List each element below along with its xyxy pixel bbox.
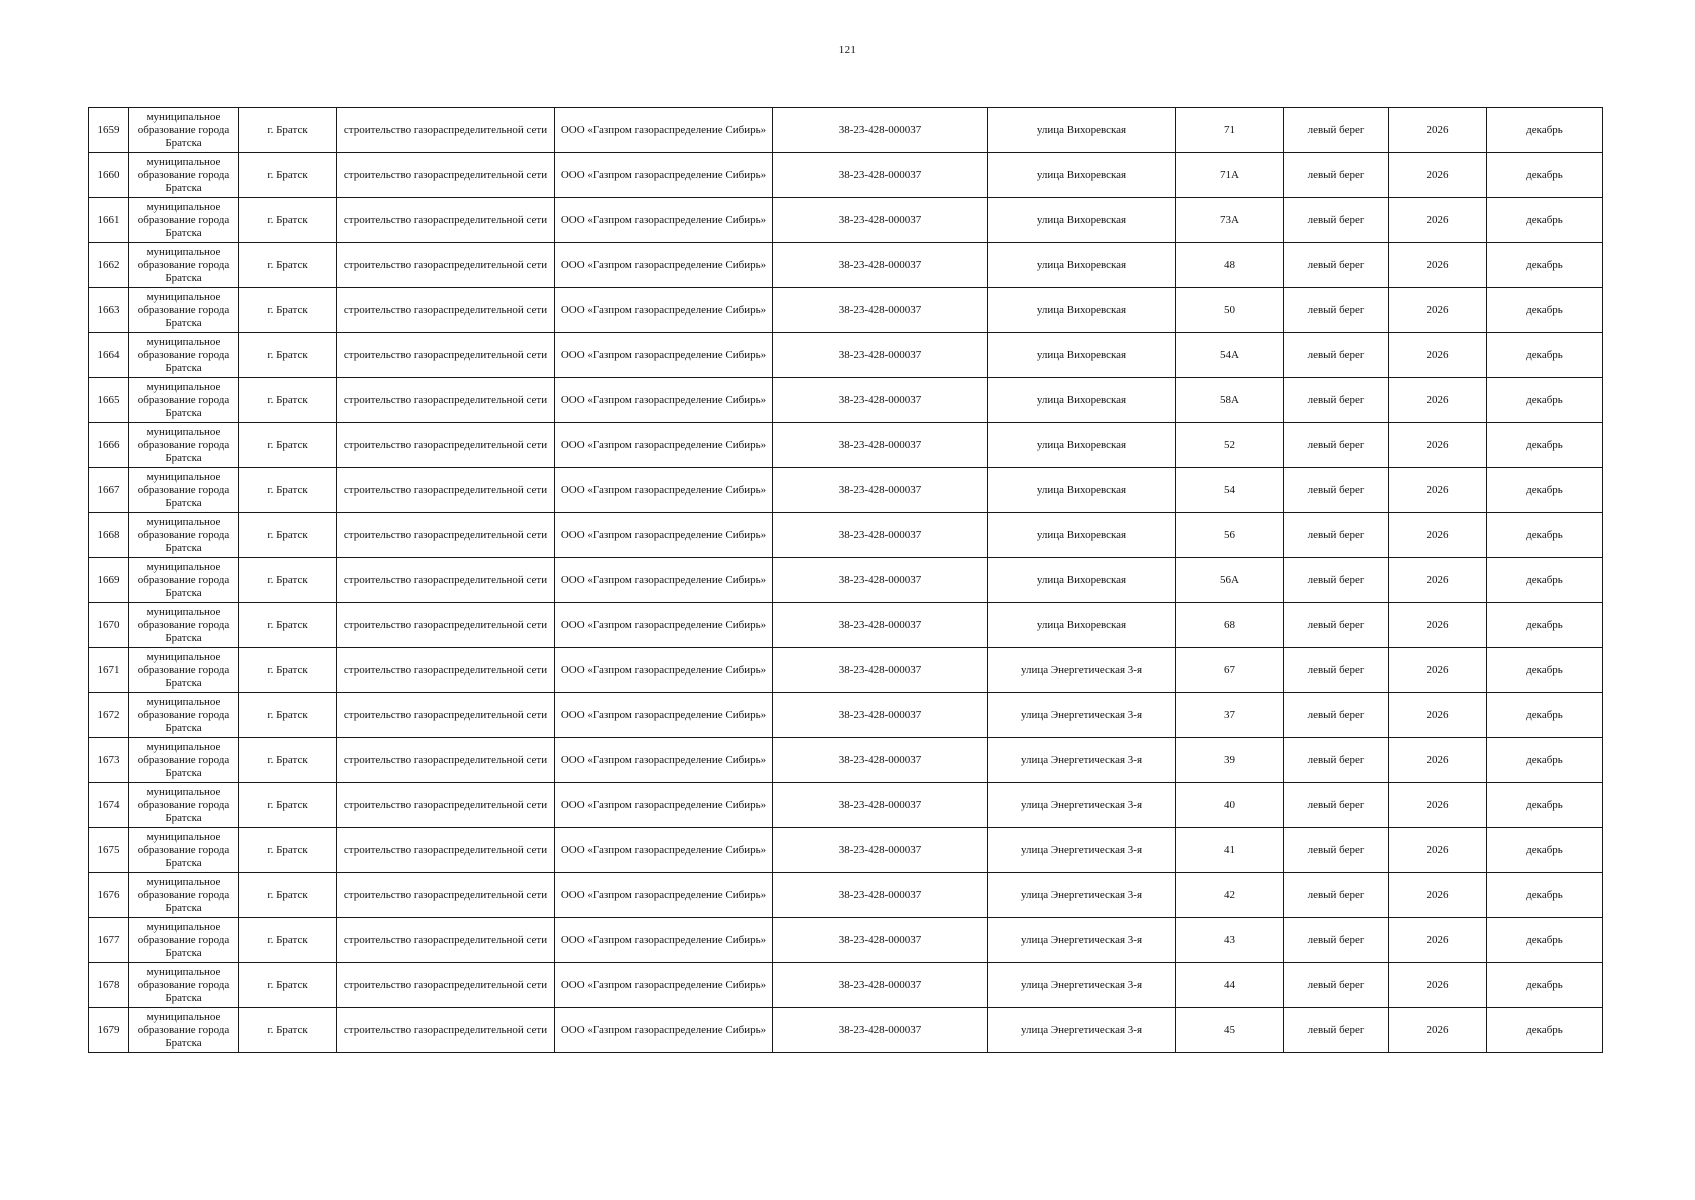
house-number-cell: 42 (1176, 873, 1284, 918)
month-cell: декабрь (1487, 288, 1603, 333)
register-body (89, 108, 1603, 1053)
work-type-cell: строительство газораспределительной сети (337, 828, 555, 873)
row-number: 1667 (89, 468, 129, 513)
object-code-cell: 38-23-428-000037 (773, 423, 988, 468)
table-row (89, 513, 1603, 558)
organization-cell: ООО «Газпром газораспределение Сибирь» (555, 738, 773, 783)
organization-cell: ООО «Газпром газораспределение Сибирь» (555, 873, 773, 918)
street-cell: улица Вихоревская (988, 513, 1176, 558)
municipality-cell: муниципальное образование города Братска (129, 468, 239, 513)
object-code-cell: 38-23-428-000037 (773, 153, 988, 198)
organization-cell: ООО «Газпром газораспределение Сибирь» (555, 243, 773, 288)
city-cell: г. Братск (239, 648, 337, 693)
river-bank-cell: левый берег (1284, 198, 1389, 243)
year-cell: 2026 (1389, 288, 1487, 333)
work-type-cell: строительство газораспределительной сети (337, 108, 555, 153)
row-number: 1661 (89, 198, 129, 243)
municipality-cell: муниципальное образование города Братска (129, 648, 239, 693)
organization-cell: ООО «Газпром газораспределение Сибирь» (555, 648, 773, 693)
house-number-cell: 71 (1176, 108, 1284, 153)
month-cell: декабрь (1487, 648, 1603, 693)
table-row (89, 288, 1603, 333)
house-number-cell: 54А (1176, 333, 1284, 378)
house-number-cell: 39 (1176, 738, 1284, 783)
table-row (89, 693, 1603, 738)
city-cell: г. Братск (239, 558, 337, 603)
street-cell: улица Вихоревская (988, 333, 1176, 378)
month-cell: декабрь (1487, 828, 1603, 873)
river-bank-cell: левый берег (1284, 828, 1389, 873)
year-cell: 2026 (1389, 198, 1487, 243)
month-cell: декабрь (1487, 243, 1603, 288)
row-number: 1666 (89, 423, 129, 468)
month-cell: декабрь (1487, 333, 1603, 378)
city-cell: г. Братск (239, 963, 337, 1008)
house-number-cell: 67 (1176, 648, 1284, 693)
year-cell: 2026 (1389, 828, 1487, 873)
river-bank-cell: левый берег (1284, 783, 1389, 828)
year-cell: 2026 (1389, 423, 1487, 468)
page-number: 121 (838, 44, 857, 56)
row-number: 1674 (89, 783, 129, 828)
row-number: 1665 (89, 378, 129, 423)
street-cell: улица Вихоревская (988, 288, 1176, 333)
table-row (89, 108, 1603, 153)
city-cell: г. Братск (239, 738, 337, 783)
municipality-cell: муниципальное образование города Братска (129, 603, 239, 648)
house-number-cell: 71А (1176, 153, 1284, 198)
row-number: 1671 (89, 648, 129, 693)
row-number: 1678 (89, 963, 129, 1008)
month-cell: декабрь (1487, 108, 1603, 153)
work-type-cell: строительство газораспределительной сети (337, 378, 555, 423)
municipality-cell: муниципальное образование города Братска (129, 873, 239, 918)
municipality-cell: муниципальное образование города Братска (129, 783, 239, 828)
city-cell: г. Братск (239, 153, 337, 198)
municipality-cell: муниципальное образование города Братска (129, 198, 239, 243)
municipality-cell: муниципальное образование города Братска (129, 963, 239, 1008)
organization-cell: ООО «Газпром газораспределение Сибирь» (555, 558, 773, 603)
city-cell: г. Братск (239, 423, 337, 468)
object-code-cell: 38-23-428-000037 (773, 558, 988, 603)
municipality-cell: муниципальное образование города Братска (129, 378, 239, 423)
object-code-cell: 38-23-428-000037 (773, 333, 988, 378)
organization-cell: ООО «Газпром газораспределение Сибирь» (555, 198, 773, 243)
year-cell: 2026 (1389, 963, 1487, 1008)
row-number: 1668 (89, 513, 129, 558)
object-code-cell: 38-23-428-000037 (773, 198, 988, 243)
house-number-cell: 73А (1176, 198, 1284, 243)
river-bank-cell: левый берег (1284, 648, 1389, 693)
city-cell: г. Братск (239, 513, 337, 558)
municipality-cell: муниципальное образование города Братска (129, 828, 239, 873)
object-code-cell: 38-23-428-000037 (773, 288, 988, 333)
river-bank-cell: левый берег (1284, 243, 1389, 288)
house-number-cell: 45 (1176, 1008, 1284, 1053)
street-cell: улица Вихоревская (988, 423, 1176, 468)
object-code-cell: 38-23-428-000037 (773, 828, 988, 873)
work-type-cell: строительство газораспределительной сети (337, 513, 555, 558)
work-type-cell: строительство газораспределительной сети (337, 783, 555, 828)
year-cell: 2026 (1389, 558, 1487, 603)
organization-cell: ООО «Газпром газораспределение Сибирь» (555, 828, 773, 873)
river-bank-cell: левый берег (1284, 288, 1389, 333)
month-cell: декабрь (1487, 513, 1603, 558)
work-type-cell: строительство газораспределительной сети (337, 918, 555, 963)
city-cell: г. Братск (239, 918, 337, 963)
river-bank-cell: левый берег (1284, 738, 1389, 783)
year-cell: 2026 (1389, 783, 1487, 828)
street-cell: улица Энергетическая 3-я (988, 783, 1176, 828)
house-number-cell: 37 (1176, 693, 1284, 738)
house-number-cell: 52 (1176, 423, 1284, 468)
organization-cell: ООО «Газпром газораспределение Сибирь» (555, 693, 773, 738)
municipality-cell: муниципальное образование города Братска (129, 693, 239, 738)
year-cell: 2026 (1389, 468, 1487, 513)
river-bank-cell: левый берег (1284, 468, 1389, 513)
municipality-cell: муниципальное образование города Братска (129, 153, 239, 198)
table-row (89, 783, 1603, 828)
street-cell: улица Вихоревская (988, 468, 1176, 513)
row-number: 1677 (89, 918, 129, 963)
river-bank-cell: левый берег (1284, 513, 1389, 558)
year-cell: 2026 (1389, 333, 1487, 378)
table-row (89, 378, 1603, 423)
river-bank-cell: левый берег (1284, 153, 1389, 198)
street-cell: улица Вихоревская (988, 108, 1176, 153)
object-code-cell: 38-23-428-000037 (773, 648, 988, 693)
year-cell: 2026 (1389, 648, 1487, 693)
city-cell: г. Братск (239, 198, 337, 243)
row-number: 1673 (89, 738, 129, 783)
street-cell: улица Энергетическая 3-я (988, 918, 1176, 963)
row-number: 1670 (89, 603, 129, 648)
work-type-cell: строительство газораспределительной сети (337, 603, 555, 648)
river-bank-cell: левый берег (1284, 873, 1389, 918)
row-number: 1676 (89, 873, 129, 918)
river-bank-cell: левый берег (1284, 963, 1389, 1008)
month-cell: декабрь (1487, 378, 1603, 423)
row-number: 1664 (89, 333, 129, 378)
river-bank-cell: левый берег (1284, 1008, 1389, 1053)
house-number-cell: 44 (1176, 963, 1284, 1008)
street-cell: улица Энергетическая 3-я (988, 873, 1176, 918)
municipality-cell: муниципальное образование города Братска (129, 288, 239, 333)
municipality-cell: муниципальное образование города Братска (129, 243, 239, 288)
work-type-cell: строительство газораспределительной сети (337, 288, 555, 333)
city-cell: г. Братск (239, 243, 337, 288)
work-type-cell: строительство газораспределительной сети (337, 873, 555, 918)
house-number-cell: 56 (1176, 513, 1284, 558)
city-cell: г. Братск (239, 828, 337, 873)
organization-cell: ООО «Газпром газораспределение Сибирь» (555, 333, 773, 378)
row-number: 1659 (89, 108, 129, 153)
municipality-cell: муниципальное образование города Братска (129, 333, 239, 378)
table-row (89, 468, 1603, 513)
organization-cell: ООО «Газпром газораспределение Сибирь» (555, 153, 773, 198)
month-cell: декабрь (1487, 738, 1603, 783)
work-type-cell: строительство газораспределительной сети (337, 153, 555, 198)
river-bank-cell: левый берег (1284, 108, 1389, 153)
register-table (88, 107, 1603, 1053)
street-cell: улица Вихоревская (988, 378, 1176, 423)
municipality-cell: муниципальное образование города Братска (129, 558, 239, 603)
river-bank-cell: левый берег (1284, 423, 1389, 468)
object-code-cell: 38-23-428-000037 (773, 693, 988, 738)
street-cell: улица Энергетическая 3-я (988, 648, 1176, 693)
city-cell: г. Братск (239, 783, 337, 828)
organization-cell: ООО «Газпром газораспределение Сибирь» (555, 603, 773, 648)
organization-cell: ООО «Газпром газораспределение Сибирь» (555, 423, 773, 468)
river-bank-cell: левый берег (1284, 558, 1389, 603)
organization-cell: ООО «Газпром газораспределение Сибирь» (555, 108, 773, 153)
work-type-cell: строительство газораспределительной сети (337, 648, 555, 693)
year-cell: 2026 (1389, 243, 1487, 288)
table-row (89, 963, 1603, 1008)
street-cell: улица Энергетическая 3-я (988, 963, 1176, 1008)
city-cell: г. Братск (239, 378, 337, 423)
month-cell: декабрь (1487, 873, 1603, 918)
year-cell: 2026 (1389, 153, 1487, 198)
month-cell: декабрь (1487, 198, 1603, 243)
street-cell: улица Вихоревская (988, 603, 1176, 648)
municipality-cell: муниципальное образование города Братска (129, 1008, 239, 1053)
municipality-cell: муниципальное образование города Братска (129, 108, 239, 153)
house-number-cell: 50 (1176, 288, 1284, 333)
river-bank-cell: левый берег (1284, 603, 1389, 648)
month-cell: декабрь (1487, 693, 1603, 738)
month-cell: декабрь (1487, 153, 1603, 198)
organization-cell: ООО «Газпром газораспределение Сибирь» (555, 918, 773, 963)
row-number: 1675 (89, 828, 129, 873)
work-type-cell: строительство газораспределительной сети (337, 558, 555, 603)
month-cell: декабрь (1487, 558, 1603, 603)
table-row (89, 738, 1603, 783)
organization-cell: ООО «Газпром газораспределение Сибирь» (555, 1008, 773, 1053)
house-number-cell: 58А (1176, 378, 1284, 423)
street-cell: улица Энергетическая 3-я (988, 1008, 1176, 1053)
municipality-cell: муниципальное образование города Братска (129, 513, 239, 558)
object-code-cell: 38-23-428-000037 (773, 108, 988, 153)
object-code-cell: 38-23-428-000037 (773, 468, 988, 513)
street-cell: улица Вихоревская (988, 243, 1176, 288)
table-row (89, 918, 1603, 963)
object-code-cell: 38-23-428-000037 (773, 963, 988, 1008)
month-cell: декабрь (1487, 783, 1603, 828)
house-number-cell: 56А (1176, 558, 1284, 603)
table-row (89, 333, 1603, 378)
street-cell: улица Энергетическая 3-я (988, 828, 1176, 873)
city-cell: г. Братск (239, 108, 337, 153)
table-row (89, 1008, 1603, 1053)
table-row (89, 558, 1603, 603)
object-code-cell: 38-23-428-000037 (773, 783, 988, 828)
object-code-cell: 38-23-428-000037 (773, 918, 988, 963)
work-type-cell: строительство газораспределительной сети (337, 468, 555, 513)
organization-cell: ООО «Газпром газораспределение Сибирь» (555, 468, 773, 513)
month-cell: декабрь (1487, 1008, 1603, 1053)
work-type-cell: строительство газораспределительной сети (337, 693, 555, 738)
year-cell: 2026 (1389, 1008, 1487, 1053)
year-cell: 2026 (1389, 603, 1487, 648)
work-type-cell: строительство газораспределительной сети (337, 423, 555, 468)
month-cell: декабрь (1487, 423, 1603, 468)
street-cell: улица Вихоревская (988, 198, 1176, 243)
organization-cell: ООО «Газпром газораспределение Сибирь» (555, 513, 773, 558)
object-code-cell: 38-23-428-000037 (773, 243, 988, 288)
organization-cell: ООО «Газпром газораспределение Сибирь» (555, 288, 773, 333)
house-number-cell: 43 (1176, 918, 1284, 963)
object-code-cell: 38-23-428-000037 (773, 873, 988, 918)
year-cell: 2026 (1389, 378, 1487, 423)
month-cell: декабрь (1487, 918, 1603, 963)
river-bank-cell: левый берег (1284, 333, 1389, 378)
table-row (89, 153, 1603, 198)
month-cell: декабрь (1487, 603, 1603, 648)
street-cell: улица Вихоревская (988, 558, 1176, 603)
street-cell: улица Вихоревская (988, 153, 1176, 198)
row-number: 1662 (89, 243, 129, 288)
river-bank-cell: левый берег (1284, 918, 1389, 963)
year-cell: 2026 (1389, 108, 1487, 153)
year-cell: 2026 (1389, 738, 1487, 783)
year-cell: 2026 (1389, 873, 1487, 918)
city-cell: г. Братск (239, 333, 337, 378)
municipality-cell: муниципальное образование города Братска (129, 738, 239, 783)
table-row (89, 243, 1603, 288)
city-cell: г. Братск (239, 873, 337, 918)
row-number: 1679 (89, 1008, 129, 1053)
city-cell: г. Братск (239, 1008, 337, 1053)
year-cell: 2026 (1389, 693, 1487, 738)
work-type-cell: строительство газораспределительной сети (337, 333, 555, 378)
year-cell: 2026 (1389, 513, 1487, 558)
object-code-cell: 38-23-428-000037 (773, 378, 988, 423)
house-number-cell: 68 (1176, 603, 1284, 648)
city-cell: г. Братск (239, 603, 337, 648)
municipality-cell: муниципальное образование города Братска (129, 918, 239, 963)
municipality-cell: муниципальное образование города Братска (129, 423, 239, 468)
table-row (89, 873, 1603, 918)
river-bank-cell: левый берег (1284, 693, 1389, 738)
house-number-cell: 48 (1176, 243, 1284, 288)
table-row (89, 198, 1603, 243)
table-row (89, 423, 1603, 468)
work-type-cell: строительство газораспределительной сети (337, 963, 555, 1008)
year-cell: 2026 (1389, 918, 1487, 963)
row-number: 1663 (89, 288, 129, 333)
month-cell: декабрь (1487, 963, 1603, 1008)
organization-cell: ООО «Газпром газораспределение Сибирь» (555, 963, 773, 1008)
street-cell: улица Энергетическая 3-я (988, 738, 1176, 783)
work-type-cell: строительство газораспределительной сети (337, 738, 555, 783)
row-number: 1672 (89, 693, 129, 738)
row-number: 1660 (89, 153, 129, 198)
row-number: 1669 (89, 558, 129, 603)
work-type-cell: строительство газораспределительной сети (337, 198, 555, 243)
house-number-cell: 54 (1176, 468, 1284, 513)
city-cell: г. Братск (239, 468, 337, 513)
object-code-cell: 38-23-428-000037 (773, 1008, 988, 1053)
work-type-cell: строительство газораспределительной сети (337, 243, 555, 288)
object-code-cell: 38-23-428-000037 (773, 603, 988, 648)
house-number-cell: 41 (1176, 828, 1284, 873)
street-cell: улица Энергетическая 3-я (988, 693, 1176, 738)
table-row (89, 603, 1603, 648)
river-bank-cell: левый берег (1284, 378, 1389, 423)
object-code-cell: 38-23-428-000037 (773, 738, 988, 783)
city-cell: г. Братск (239, 693, 337, 738)
object-code-cell: 38-23-428-000037 (773, 513, 988, 558)
table-row (89, 828, 1603, 873)
work-type-cell: строительство газораспределительной сети (337, 1008, 555, 1053)
organization-cell: ООО «Газпром газораспределение Сибирь» (555, 783, 773, 828)
organization-cell: ООО «Газпром газораспределение Сибирь» (555, 378, 773, 423)
month-cell: декабрь (1487, 468, 1603, 513)
table-row (89, 648, 1603, 693)
house-number-cell: 40 (1176, 783, 1284, 828)
city-cell: г. Братск (239, 288, 337, 333)
